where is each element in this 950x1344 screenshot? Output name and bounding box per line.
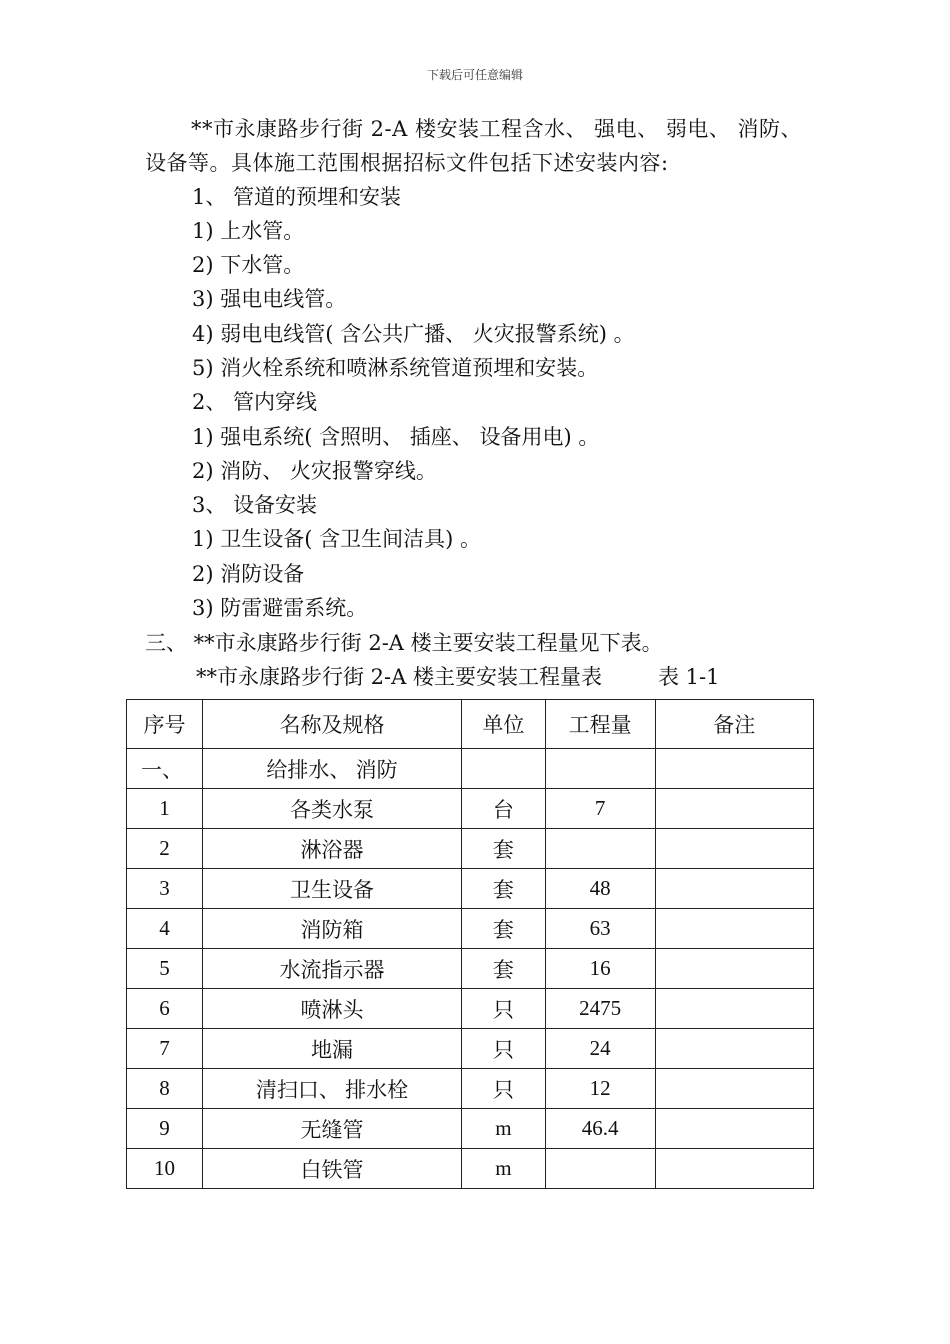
table-caption (196, 660, 719, 694)
cell-name: 淋浴器 (202, 829, 461, 869)
cell-remark (655, 789, 813, 829)
quantity-table (126, 699, 814, 1189)
cell-remark (655, 1029, 813, 1069)
cell-no: 3 (127, 869, 203, 909)
cell-unit: 套 (462, 869, 546, 909)
cell-name: 喷淋头 (202, 989, 461, 1029)
cell-unit: 套 (462, 949, 546, 989)
list-item: 1、 管道的预埋和安装 (192, 185, 402, 209)
cell-quantity (545, 749, 655, 789)
cell-unit: 只 (462, 989, 546, 1029)
table-row (127, 829, 814, 869)
cell-unit: 台 (462, 789, 546, 829)
cell-name: 卫生设备 (202, 869, 461, 909)
cell-no: 9 (127, 1109, 203, 1149)
cell-quantity: 24 (545, 1029, 655, 1069)
page-header: 下载后可任意编辑 (426, 68, 523, 82)
table-row (127, 869, 814, 909)
table-row (127, 1109, 814, 1149)
cell-quantity: 48 (545, 869, 655, 909)
cell-name: 地漏 (202, 1029, 461, 1069)
cell-unit: 套 (462, 909, 546, 949)
cell-quantity: 63 (545, 909, 655, 949)
cell-unit (462, 749, 546, 789)
cell-remark (655, 1109, 813, 1149)
header-cell-no: 序号 (127, 700, 203, 749)
cell-remark (655, 989, 813, 1029)
cell-quantity (545, 1149, 655, 1189)
cell-no: 1 (127, 789, 203, 829)
list-item: 3、 设备安装 (192, 493, 318, 517)
table-row (127, 949, 814, 989)
list-item: 1) 强电系统( 含照明、 插座、 设备用电) 。 (192, 425, 600, 449)
cell-quantity: 12 (545, 1069, 655, 1109)
list-item: 4) 弱电电线管( 含公共广播、 火灾报警系统) 。 (192, 322, 635, 346)
cell-no: 2 (127, 829, 203, 869)
cell-name: 各类水泵 (202, 789, 461, 829)
list-item: 3) 防雷避雷系统。 (192, 596, 368, 620)
list-item: 2) 下水管。 (192, 253, 305, 277)
cell-unit: 套 (462, 829, 546, 869)
cell-quantity: 2475 (545, 989, 655, 1029)
table-row (127, 1149, 814, 1189)
cell-quantity: 46.4 (545, 1109, 655, 1149)
header-cell-unit: 单位 (462, 700, 546, 749)
cell-remark (655, 949, 813, 989)
cell-name: 给排水、 消防 (202, 749, 461, 789)
header-cell-remark: 备注 (655, 700, 813, 749)
cell-remark (655, 1069, 813, 1109)
cell-no: 5 (127, 949, 203, 989)
header-cell-quantity: 工程量 (545, 700, 655, 749)
cell-no: 7 (127, 1029, 203, 1069)
cell-remark (655, 869, 813, 909)
cell-name: 水流指示器 (202, 949, 461, 989)
list-item: 2) 消防、 火灾报警穿线。 (192, 459, 437, 483)
table-row (127, 909, 814, 949)
cell-no: 6 (127, 989, 203, 1029)
list-item: 1) 上水管。 (192, 219, 305, 243)
list-item: 2、 管内穿线 (192, 390, 318, 414)
table-row (127, 1069, 814, 1109)
cell-remark (655, 749, 813, 789)
cell-unit: 只 (462, 1069, 546, 1109)
list-item: 3) 强电电线管。 (192, 287, 347, 311)
cell-remark (655, 829, 813, 869)
cell-remark (655, 909, 813, 949)
cell-unit: m (462, 1149, 546, 1189)
section-three-heading: 三、 **市永康路步行街 2-A 楼主要安装工程量见下表。 (145, 631, 663, 655)
table-number: 表 1-1 (657, 665, 720, 689)
cell-no: 10 (127, 1149, 203, 1189)
table-header-row (127, 700, 814, 749)
cell-no: 8 (127, 1069, 203, 1109)
list-item: 5) 消火栓系统和喷淋系统管道预埋和安装。 (192, 356, 599, 380)
table-row (127, 789, 814, 829)
cell-name: 白铁管 (202, 1149, 461, 1189)
list-item: 1) 卫生设备( 含卫生间洁具) 。 (192, 527, 481, 551)
cell-no: 4 (127, 909, 203, 949)
table-row (127, 1029, 814, 1069)
table-row (127, 989, 814, 1029)
cell-unit: 只 (462, 1029, 546, 1069)
cell-unit: m (462, 1109, 546, 1149)
cell-quantity: 7 (545, 789, 655, 829)
cell-quantity (545, 829, 655, 869)
table-row (127, 749, 814, 789)
cell-name: 消防箱 (202, 909, 461, 949)
header-cell-name: 名称及规格 (202, 700, 461, 749)
cell-remark (655, 1149, 813, 1189)
cell-name: 无缝管 (202, 1109, 461, 1149)
cell-no: 一、 (127, 749, 203, 789)
cell-name: 清扫口、 排水栓 (202, 1069, 461, 1109)
intro-paragraph: **市永康路步行街 2-A 楼安装工程含水、 强电、 弱电、 消防、 设备等。具体施工范围根据招标文件包括下述安装内容: (145, 117, 802, 175)
table-title: **市永康路步行街 2-A 楼主要安装工程量表 (196, 665, 602, 689)
cell-quantity: 16 (545, 949, 655, 989)
list-item: 2) 消防设备 (192, 562, 305, 586)
